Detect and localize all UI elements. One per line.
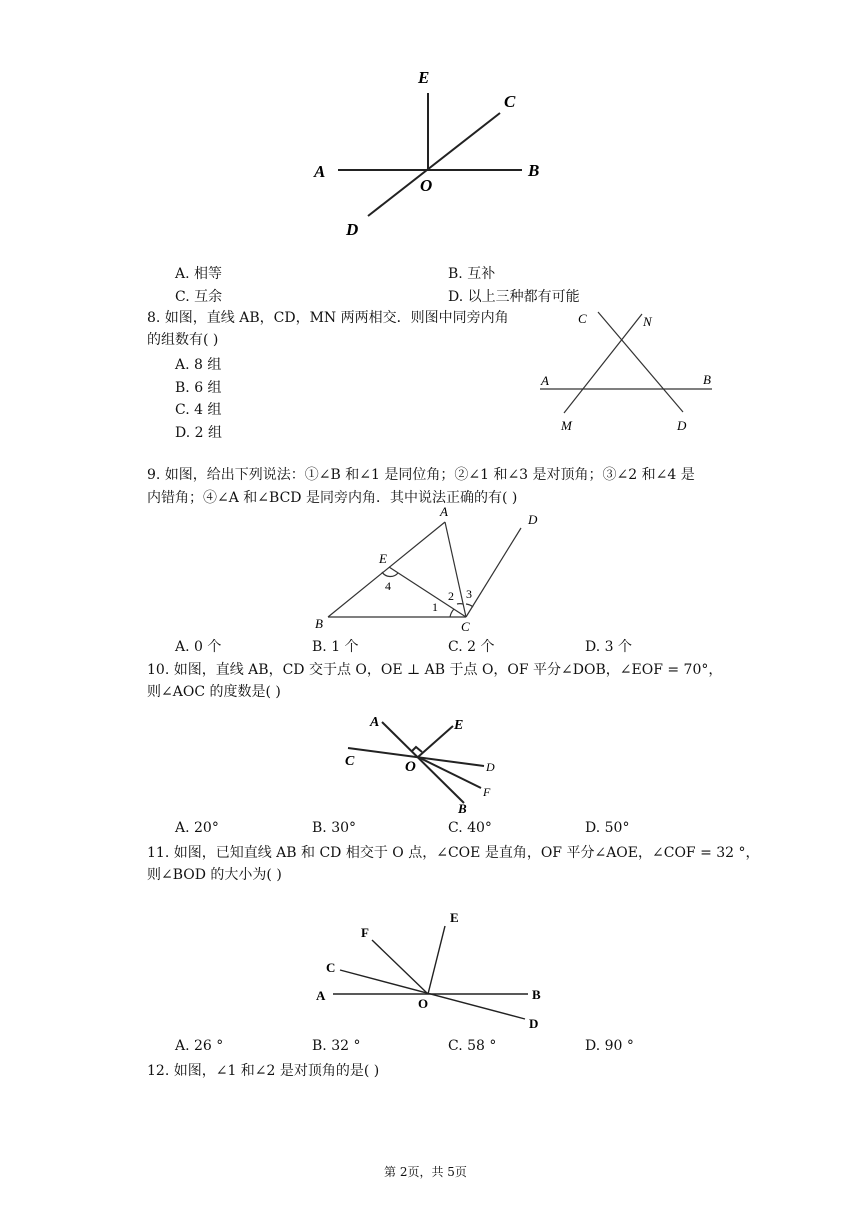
page-footer: 第 2页，共 5页 <box>384 1165 467 1179</box>
q8-stem-line2: 的组数有( ) <box>147 332 219 348</box>
q7-label-c: C <box>504 92 516 111</box>
q11-label-o: O <box>418 996 429 1011</box>
q9-option-a: A. 0 个 <box>175 639 222 655</box>
q8-option-c: C. 4 组 <box>175 402 222 418</box>
q11-label-c: C <box>326 960 336 975</box>
q7-label-b: B <box>528 161 540 180</box>
q9-label-1: 1 <box>432 600 438 614</box>
q7-option-b: B. 互补 <box>448 266 496 282</box>
q7-option-a: A. 相等 <box>175 266 223 282</box>
q11-ray-oe <box>428 926 445 994</box>
q9-stem-line1: 9. 如图，给出下列说法：①∠B 和∠1 是同位角；②∠1 和∠3 是对顶角；③∠2 和∠4 是 <box>147 467 695 483</box>
q8-label-b: B <box>703 372 711 387</box>
q10-label-d: D <box>486 760 495 774</box>
q8-label-d: D <box>677 418 687 433</box>
q11-option-c: C. 58 ° <box>448 1038 497 1054</box>
q11-option-a: A. 26 ° <box>175 1038 224 1054</box>
q9-label-d: D <box>528 512 538 527</box>
q11-stem-line2: 则∠BOD 的大小为( ) <box>147 867 282 883</box>
q8-option-a: A. 8 组 <box>175 357 222 373</box>
q9-option-d: D. 3 个 <box>585 639 632 655</box>
q10-label-f: F <box>483 785 491 799</box>
q8-stem-line1: 8. 如图，直线 AB，CD，MN 两两相交．则图中同旁内角 <box>147 310 509 326</box>
q8-option-b: B. 6 组 <box>175 380 222 396</box>
q10-label-b: B <box>458 801 467 816</box>
q9-label-3: 3 <box>466 587 472 601</box>
q9-label-c: C <box>461 619 470 634</box>
q7-label-a: A <box>314 162 326 181</box>
q11-label-b: B <box>532 987 541 1002</box>
q9-option-c: C. 2 个 <box>448 639 495 655</box>
q10-label-c: C <box>345 754 355 769</box>
q9-label-4: 4 <box>385 579 391 593</box>
q10-option-d: D. 50° <box>585 820 630 836</box>
q10-label-e: E <box>454 718 464 733</box>
q11-option-b: B. 32 ° <box>312 1038 361 1054</box>
q7-option-d: D. 以上三种都有可能 <box>448 289 580 305</box>
q9-option-b: B. 1 个 <box>312 639 359 655</box>
q10-option-a: A. 20° <box>175 820 219 836</box>
q10-stem-line2: 则∠AOC 的度数是( ) <box>147 684 281 700</box>
q9-label-a: A <box>440 504 448 519</box>
q11-label-e: E <box>450 910 459 925</box>
q11-option-d: D. 90 ° <box>585 1038 634 1054</box>
q9-stem-line2: 内错角；④∠A 和∠BCD 是同旁内角．其中说法正确的有( ) <box>147 490 518 506</box>
q10-option-b: B. 30° <box>312 820 357 836</box>
q7-label-e: E <box>418 68 430 87</box>
q11-stem-line1: 11. 如图，已知直线 AB 和 CD 相交于 O 点，∠COE 是直角，OF 平分∠AOE，∠COF = 32 °， <box>147 845 760 861</box>
q10-option-c: C. 40° <box>448 820 492 836</box>
q7-label-o: O <box>420 176 433 195</box>
q10-label-o: O <box>405 759 416 775</box>
q8-label-c: C <box>578 311 587 326</box>
q10-label-a: A <box>370 715 380 730</box>
q9-label-b: B <box>315 616 323 631</box>
q7-label-d: D <box>346 220 359 239</box>
q11-label-d: D <box>529 1016 539 1031</box>
q9-label-e: E <box>379 551 387 566</box>
q9-label-2: 2 <box>448 589 454 603</box>
q10-stem-line1: 10. 如图，直线 AB，CD 交于点 O，OE ⊥ AB 于点 O，OF 平分∠DOB，∠EOF = 70°， <box>147 662 723 678</box>
q8-label-n: N <box>643 314 652 329</box>
q12-stem: 12. 如图，∠1 和∠2 是对顶角的是( ) <box>147 1063 380 1079</box>
q8-option-d: D. 2 组 <box>175 425 222 441</box>
q8-label-m: M <box>561 418 572 433</box>
q11-label-f: F <box>361 925 369 940</box>
q8-label-a: A <box>541 373 549 388</box>
q7-option-c: C. 互余 <box>175 289 223 305</box>
q11-label-a: A <box>316 988 326 1003</box>
